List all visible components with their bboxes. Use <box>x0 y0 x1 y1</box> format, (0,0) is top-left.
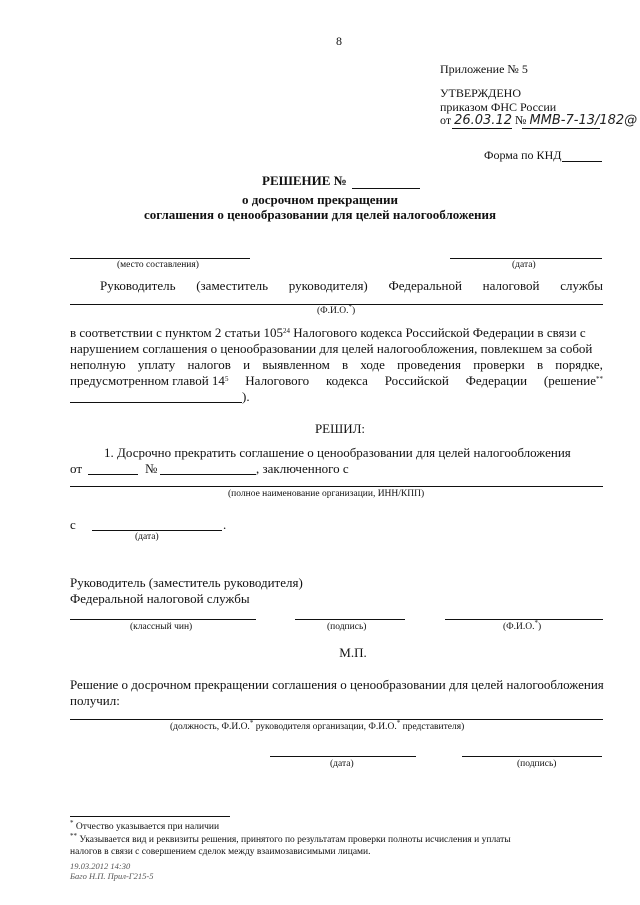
since-date-line <box>92 530 222 531</box>
footnote-1: * Отчество указывается при наличии <box>70 819 220 832</box>
appendix-label: Приложение № 5 <box>440 62 528 76</box>
fio-label: (Ф.И.О.*) <box>317 303 356 316</box>
head-block-line-2: Федеральной налоговой службы <box>70 591 250 606</box>
agreement-number-line <box>160 474 256 475</box>
form-code-line <box>562 161 602 162</box>
fio-2-line <box>445 619 603 620</box>
received-line-2: получил: <box>70 693 120 708</box>
approval-from: от <box>440 113 452 127</box>
organization-line <box>70 486 603 487</box>
approved-by-order: приказом ФНС России <box>440 100 557 114</box>
signature-label: (подпись) <box>327 622 367 632</box>
since-label: с <box>70 517 76 532</box>
page-number: 8 <box>336 34 342 48</box>
place-line <box>70 258 250 259</box>
approval-ref <box>440 113 637 128</box>
received-date-label: (дата) <box>330 759 354 769</box>
recipient-line <box>70 719 603 720</box>
body-line-4: предусмотренном главой $14^5$ Налогового кодекса Российской Федерации (решение** <box>70 373 603 388</box>
received-date-line <box>270 756 416 757</box>
footnote-2-line-2: налогов в связи с совершением сделок между взаимозависимыми лицами. <box>70 847 371 857</box>
fio-line <box>70 304 603 305</box>
approved-label: УТВЕРЖДЕНО <box>440 86 522 100</box>
recipient-label: (должность, Ф.И.О.* руководителя организации, Ф.И.О.* представителя) <box>170 719 465 732</box>
received-signature-label: (подпись) <box>517 759 557 769</box>
approval-number-line <box>522 128 600 129</box>
head-word-4: Федеральной <box>388 278 462 293</box>
head-word-5: налоговой <box>482 278 540 293</box>
form-code-label: Форма по КНД <box>484 148 562 162</box>
stamp-line-1: 19.03.2012 14:30 <box>70 861 131 871</box>
decision-reference-line <box>70 402 242 403</box>
fio-2-label: (Ф.И.О.*) <box>503 619 542 632</box>
place-label: (место составления) <box>117 260 199 270</box>
footnote-separator <box>70 816 230 817</box>
head-line <box>100 278 603 293</box>
approval-date-line <box>452 128 512 129</box>
seal-placeholder: М.П. <box>339 645 367 660</box>
date-label: (дата) <box>512 260 536 270</box>
body-line-5-end: ). <box>242 389 250 404</box>
decision-subtitle-1: о досрочном прекращении <box>241 192 399 207</box>
approval-number-handwritten: ММВ-7-13/182@ <box>529 113 638 128</box>
date-line <box>450 258 602 259</box>
approval-number-sign: № <box>514 113 527 127</box>
agreement-date-line <box>88 474 138 475</box>
head-word-3: руководителя) <box>288 278 368 293</box>
stamp-line-2: Баго Н.П. Прил-Г215-5 <box>70 871 154 881</box>
received-signature-line <box>462 756 602 757</box>
item-1-number-sign: № <box>145 461 158 476</box>
organization-label: (полное наименование организации, ИНН/КПП) <box>228 489 425 499</box>
body-line-2: нарушением соглашения о ценообразовании для целей налогообложения, повлекшем за собой <box>70 341 593 356</box>
rank-label: (классный чин) <box>130 622 193 632</box>
item-1-from: от <box>70 461 83 476</box>
since-period: . <box>223 517 227 532</box>
decided-heading: РЕШИЛ: <box>314 421 366 436</box>
head-word-1: Руководитель <box>100 278 176 293</box>
decision-title: РЕШЕНИЕ № <box>262 173 347 188</box>
item-1-text: 1. Досрочно прекратить соглашение о ценообразовании для целей налогообложения <box>104 445 571 460</box>
body-line-1: в соответствии с пунктом 2 статьи $105^{24}$ Налогового кодекса Российской Федерации в связи с <box>70 325 586 340</box>
received-line-1: Решение о досрочном прекращении соглашения о ценообразовании для целей налогообложения <box>70 677 604 692</box>
head-word-2: (заместитель <box>196 278 269 293</box>
decision-subtitle-2: соглашения о ценообразовании для целей налогообложения <box>144 207 496 222</box>
decision-number-line <box>352 188 420 189</box>
head-word-6: службы <box>560 278 603 293</box>
rank-line <box>70 619 256 620</box>
since-date-label: (дата) <box>135 532 159 542</box>
signature-line <box>295 619 405 620</box>
approval-date-handwritten: 26.03.12 <box>454 113 512 128</box>
footnote-2-line-1: ** Указывается вид и реквизиты решения, принятого по результатам проверки полноты исчисления и уплаты <box>70 832 511 845</box>
body-line-3: неполную уплату налогов и выявленном в ходе проведения проверки в порядке, <box>70 357 603 372</box>
item-1-concluded: , заключенного с <box>256 461 349 476</box>
head-block-line-1: Руководитель (заместитель руководителя) <box>70 575 303 590</box>
